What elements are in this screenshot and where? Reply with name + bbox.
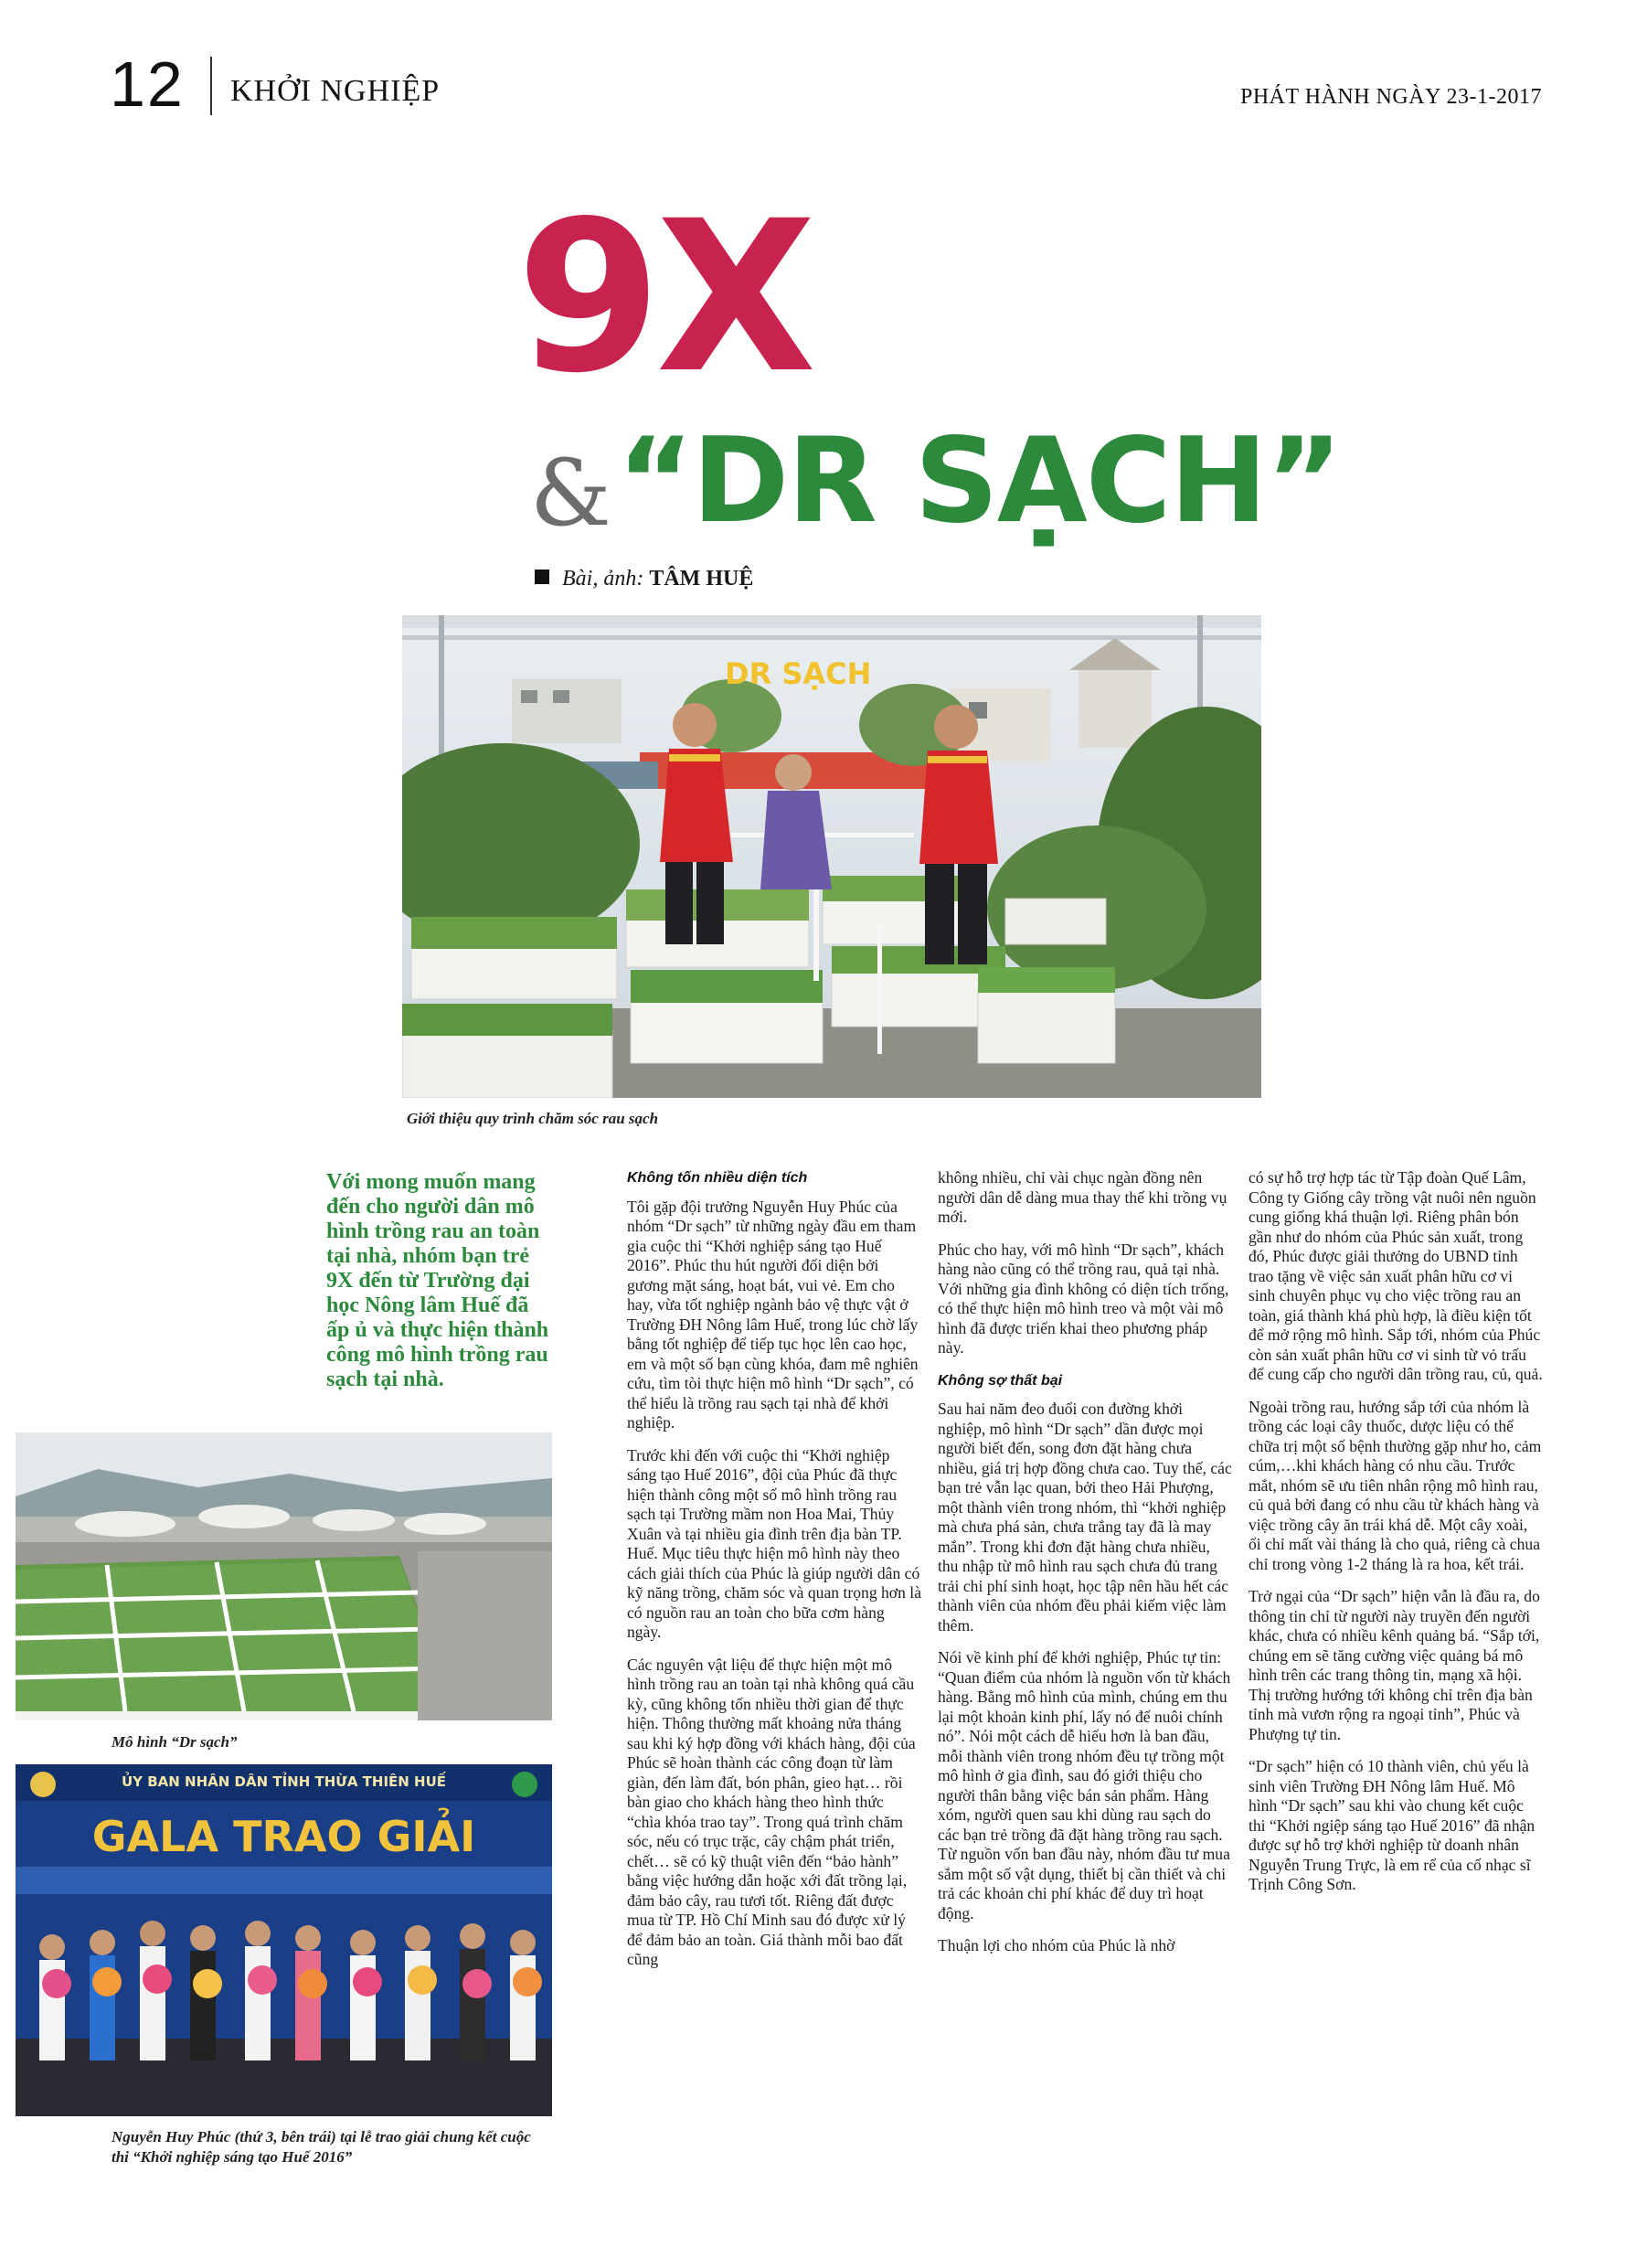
paragraph: Phúc cho hay, với mô hình “Dr sạch”, khách hàng nào cũng có thể trồng rau, quả tại nhà. Với những gia đình không có diện tích trống, có thể thực hiện mô hình treo và một vài mô hình đã được triển khai theo phương pháp này.: [938, 1240, 1229, 1357]
byline-prefix: Bài, ảnh:: [562, 567, 644, 591]
square-bullet-icon: [535, 570, 549, 584]
paragraph: có sự hỗ trợ hợp tác từ Tập đoàn Quế Lâm, Công ty Giống cây trồng vật nuôi nên nguồn cung giống khá thuận lợi. Riêng phân bón gần như do nhóm của Phúc sản xuất, trong đó, Phúc được giải thưởng do UBND tỉnh trao tặng về việc sản xuất phân hữu cơ vi sinh chuyên phục vụ cho việc trồng rau an toàn, giá thành khá phù hợp, là điều kiện tốt để mở rộng mô hình. Sắp tới, nhóm của Phúc còn sản xuất phân hữu cơ vi sinh từ vỏ trấu để cung cấp cho người dân trồng rau, củ, quả.: [1249, 1168, 1543, 1383]
award-photo-caption: Nguyễn Huy Phúc (thứ 3, bên trái) tại lễ trao giải chung kết cuộc thi “Khởi nghiệp sáng tạo Huế 2016”: [112, 2128, 531, 2166]
paragraph: Các nguyên vật liệu để thực hiện một mô hình trồng rau an toàn tại nhà không quá cầu kỳ, cũng không tốn nhiều thời gian để thực hiện. Thông thường mất khoảng nửa tháng sau khi ký hợp đồng với khách hàng, đội của Phúc sẽ hoàn thành các công đoạn từ làm giàn, đến làm đất, bón phân, gieo hạt… rồi bàn giao cho khách hàng theo hình thức “chìa khóa trao tay”. Trong quá trình chăm sóc, nếu có trục trặc, cây chậm phát triển, chết… sẽ có kỹ thuật viên đến “bảo hành” bằng việc hướng dẫn hoặc xới đất trồng lại, đảm bảo cây, rau tươi tốt. Riêng đất được mua từ TP. Hồ Chí Minh sau đó được xử lý để đảm bảo an toàn. Giá thành mỗi bao đất cũng: [627, 1655, 916, 1968]
article-column-1: [627, 1168, 921, 1983]
paragraph: Thuận lợi cho nhóm của Phúc là nhờ: [938, 1936, 1175, 1954]
issue-date: PHÁT HÀNH NGÀY 23-1-2017: [1240, 85, 1542, 109]
paragraph: Trước khi đến với cuộc thi “Khởi nghiệp sáng tạo Huế 2016”, đội của Phúc đã thực hiện thành công một số mô hình trồng rau sạch tại Trường mầm non Hoa Mai, Thủy Xuân và tại nhiều gia đình trên địa bàn TP. Huế. Mục tiêu thực hiện mô hình này theo cách giải thích của Phúc là giúp người dân có kỹ năng trồng, chăm sóc và quan trọng hơn là có nguồn rau an toàn cho bữa cơm hàng ngày.: [627, 1445, 922, 1641]
byline-author: TÂM HUỆ: [649, 567, 754, 591]
byline: [535, 565, 753, 592]
headline-line1: 9X: [516, 176, 812, 419]
award-banner-main: GALA TRAO GIẢI: [91, 1812, 476, 1861]
model-photo: [16, 1432, 552, 1720]
paragraph: Tôi gặp đội trưởng Nguyễn Huy Phúc của nhóm “Dr sạch” từ những ngày đầu em tham gia cuộc thi “Khởi nghiệp sáng tạo Huế 2016”. Phúc thu hút người đối diện bởi gương mặt sáng, hoạt bát, vui vẻ. Em cho hay, vừa tốt nghiệp ngành bảo vệ thực vật ở Trường ĐH Nông lâm Huế, trong lúc chờ lấy bằng tốt nghiệp để tiếp tục học lên cao học, em và một số bạn cùng khóa, đam mê nghiên cứu, tìm tòi thực hiện mô hình “Dr sạch”, có thể hiểu là trồng rau sạch tại nhà để khởi nghiệp.: [627, 1197, 919, 1432]
paragraph: Ngoài trồng rau, hướng sắp tới của nhóm là trồng các loại cây thuốc, dược liệu có thể chữa trị một số bệnh thường gặp như ho, cảm cúm,…khi khách hàng có nhu cầu. Trước mắt, nhóm sẽ ưu tiên nhân rộng mô hình rau, củ quả bởi đang có nhu cầu từ khách hàng và việc trồng cây ăn trái khá dễ. Một cây xoài, ổi chỉ mất vài tháng là cho quả, riêng cà chua chỉ trong vòng 1-2 tháng là ra hoa, kết trái.: [1249, 1397, 1542, 1573]
page-number: 12: [110, 48, 185, 120]
header-divider: [210, 57, 212, 115]
paragraph: Trở ngại của “Dr sạch” hiện vẫn là đầu ra, do thông tin chỉ từ người này truyền đến người khác, chưa có nhiều kênh quảng bá. “Sắp tới, chúng em sẽ tăng cường việc quảng bá mô hình trên các trang thông tin, mạng xã hội. Thị trường hướng tới không chỉ trên địa bàn tỉnh mà vươn rộng ra ngoại tỉnh”, Phúc và Phượng tự tin.: [1249, 1587, 1540, 1743]
dr-sach-sign: DR SẠCH: [725, 656, 872, 691]
paragraph: Sau hai năm đeo đuổi con đường khởi nghiệp, mô hình “Dr sạch” dần được mọi người biết đến, song đơn đặt hàng chưa nhiều, giá trị hợp đồng chưa cao. Tuy thế, các bạn trẻ vẫn lạc quan, bởi theo Hải Phượng, một thành viên trong nhóm, thì “khởi nghiệp mà chưa phá sản, chưa trắng tay đã là may mắn”. Trong khi đơn đặt hàng chưa nhiều, thu nhập từ mô hình rau sạch chưa đủ trang trải chi phí sinh hoạt, học tập nên hầu hết các thành viên của nhóm đều phải kiếm việc làm thêm.: [938, 1400, 1232, 1634]
subheading-1: Không tốn nhiều diện tích: [627, 1170, 808, 1186]
award-banner-top: ỦY BAN NHÂN DÂN TỈNH THỪA THIÊN HUẾ: [121, 1773, 447, 1790]
lede: Với mong muốn mang đến cho người dân mô hình trồng rau an toàn tại nhà, nhóm bạn trẻ 9X đến từ Trường đại học Nông lâm Huế đã ấp ủ và thực hiện thành công mô hình trồng rau sạch tại nhà.: [326, 1170, 549, 1391]
subheading-2: Không sợ thất bại: [938, 1372, 1063, 1389]
article-column-2: [938, 1168, 1232, 1969]
headline-ampersand: &: [530, 440, 612, 547]
model-photo-caption: Mô hình “Dr sạch”: [112, 1733, 238, 1751]
section-title: KHỞI NGHIỆP: [230, 74, 441, 108]
main-photo: [402, 615, 1261, 1098]
main-photo-caption: Giới thiệu quy trình chăm sóc rau sạch: [407, 1110, 659, 1127]
award-photo: [16, 1764, 552, 2116]
headline-line2: “DR SẠCH”: [617, 413, 1341, 549]
article-column-3: [1249, 1168, 1543, 1908]
paragraph: Nói về kinh phí để khởi nghiệp, Phúc tự tin: “Quan điểm của nhóm là nguồn vốn từ khách hàng. Bằng mô hình của mình, chúng em thu lại một khoản kinh phí, lấy nó để nuôi chính nó”. Nói một cách dễ hiểu hơn là ban đầu, mỗi thành viên trong nhóm đều tự trồng một mô hình ở gia đình, sau đó giới thiệu cho người thân bằng việc bán sản phẩm. Hàng xóm, người quen sau khi dùng rau sạch do các bạn trẻ trồng đã đặt hàng trồng rau sạch. Từ nguồn vốn ban đầu này, nhóm đầu tư mua sắm một số vật dụng, thiết bị cần thiết và chi trả các khoản chi phí khác để duy trì hoạt động.: [938, 1648, 1231, 1922]
paragraph: không nhiều, chỉ vài chục ngàn đồng nên người dân dễ dàng mua thay thế khi trồng vụ mới.: [938, 1168, 1227, 1226]
paragraph: “Dr sạch” hiện có 10 thành viên, chủ yếu là sinh viên Trường ĐH Nông lâm Huế. Mô hình “Dr sạch” sau khi vào chung kết cuộc thi “Khởi ngiệp sáng tạo Huế 2016” đã nhận được sự hỗ trợ khởi nghiệp từ doanh nhân Nguyễn Trung Trực, là em rể của cố nhạc sĩ Trịnh Công Sơn.: [1249, 1757, 1535, 1893]
